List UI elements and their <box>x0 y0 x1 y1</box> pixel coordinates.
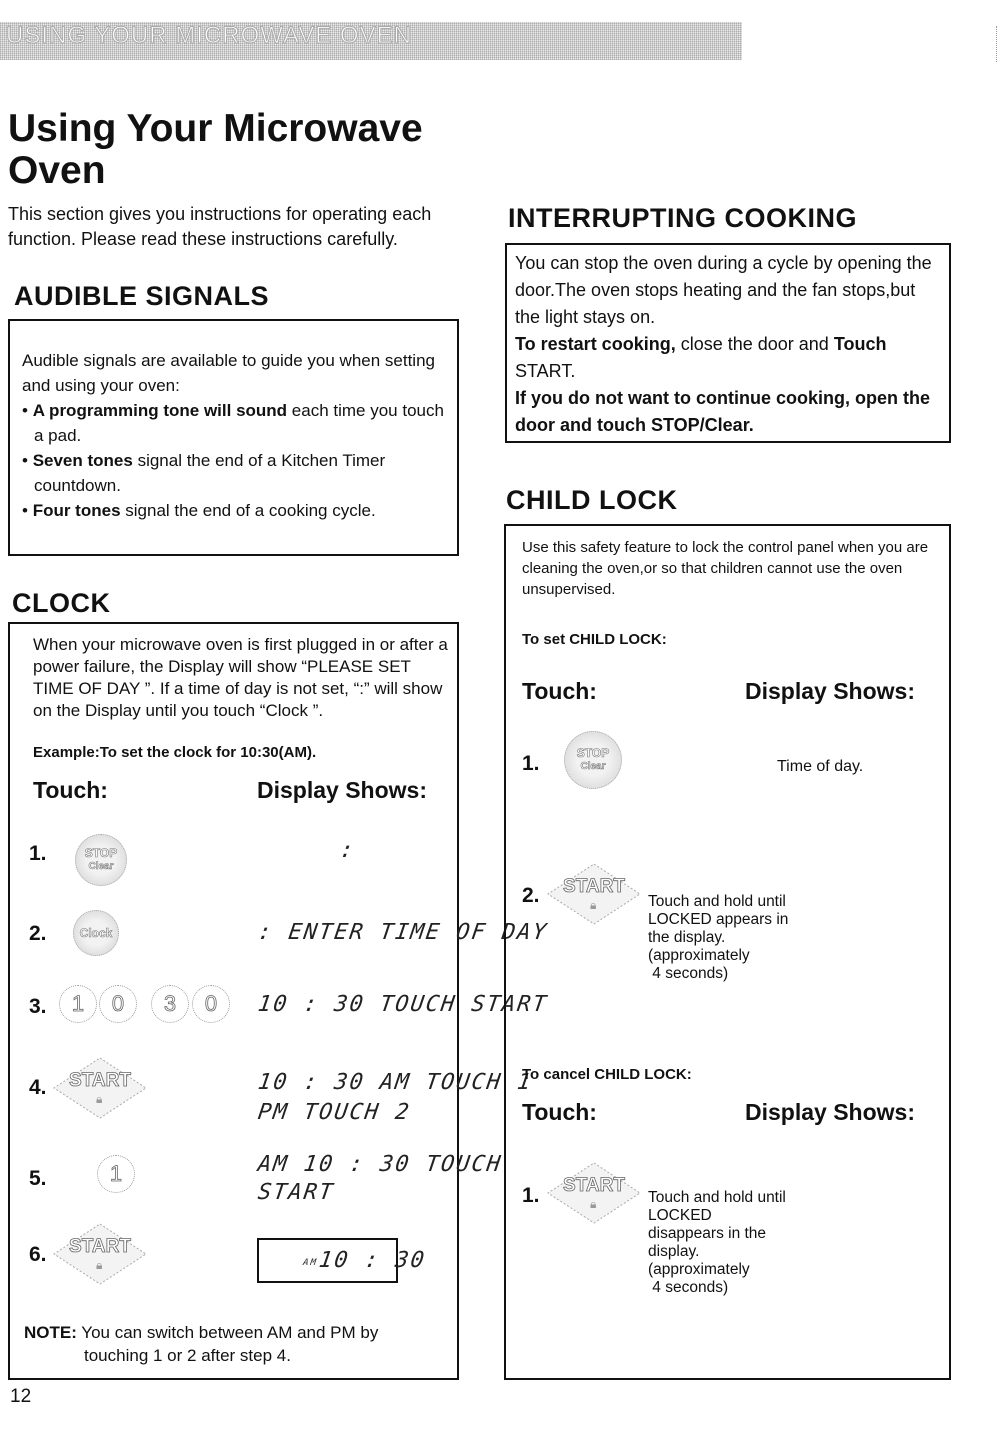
interrupt-restart: To restart cooking, close the door and Touch START. <box>515 334 887 381</box>
stop-clear-pad: STOP Clear <box>75 834 127 886</box>
final-display: AM 10 : 30 <box>257 1238 398 1283</box>
clock-step-number: 5. <box>29 1167 47 1190</box>
digit-pad-3: 3 <box>151 985 189 1023</box>
child-cancel-touch-header: Touch: <box>522 1099 597 1125</box>
interrupt-heading: INTERRUPTING COOKING <box>508 203 858 233</box>
clock-step-number: 6. <box>29 1243 47 1266</box>
banner-text: USING YOUR MICROWAVE OVEN <box>6 22 412 49</box>
clock-note-line2: touching 1 or 2 after step 4. <box>84 1346 291 1365</box>
clock-step-display: : <box>338 838 358 863</box>
digit-pad-1: 1 <box>59 985 97 1023</box>
clock-pad: Clock <box>73 910 119 956</box>
interrupt-cancel: If you do not want to continue cooking, open the door and touch STOP/Clear. <box>515 388 930 435</box>
clock-step-number: 1. <box>29 842 47 865</box>
audible-bullet: • A programming tone will sound each time you touch a pad. <box>22 401 444 445</box>
child-step-number: 1. <box>522 1184 540 1207</box>
start-pad: START 🔒︎ <box>52 1222 148 1286</box>
page-title: Using Your Microwave Oven <box>8 107 423 192</box>
clock-step-number: 4. <box>29 1076 47 1099</box>
page-number: 12 <box>10 1386 32 1407</box>
clock-step-display: : ENTER TIME OF DAY <box>256 920 550 945</box>
audible-heading: AUDIBLE SIGNALS <box>14 281 270 311</box>
clock-step-display: AM 10 : 30 TOUCH <box>256 1152 504 1177</box>
digit-pad-0: 0 <box>192 985 230 1023</box>
stop-clear-pad: STOP Clear <box>564 731 622 789</box>
clock-step-display: 10 : 30 TOUCH START <box>256 992 550 1017</box>
clock-display-header: Display Shows: <box>257 777 427 803</box>
start-pad: START 🔒︎ <box>546 862 642 926</box>
clock-touch-header: Touch: <box>33 777 108 803</box>
child-step-number: 1. <box>522 752 540 775</box>
child-lock-description: Use this safety feature to lock the control panel when you are cleaning the oven,or so that children cannot use the oven unsupervised. <box>522 539 929 598</box>
clock-step-display: 10 : 30 AM TOUCH 1 <box>256 1070 535 1095</box>
start-pad: START 🔒︎ <box>546 1161 642 1225</box>
child-step-number: 2. <box>522 884 540 907</box>
set-child-lock-label: To set CHILD LOCK: <box>522 631 667 648</box>
child-cancel-note: Touch and hold until LOCKED disappears in the display. (approximately 4 seconds) <box>648 1189 786 1296</box>
clock-note: NOTE: You can switch between AM and PM by <box>24 1323 379 1342</box>
child-display-header: Display Shows: <box>745 678 915 704</box>
start-pad: START 🔒︎ <box>52 1056 148 1120</box>
audible-content <box>22 348 452 523</box>
child-lock-heading: CHILD LOCK <box>506 485 678 515</box>
clock-heading: CLOCK <box>12 588 111 618</box>
digit-pad-1: 1 <box>97 1155 135 1193</box>
digit-pad-0: 0 <box>99 985 137 1023</box>
clock-step-number: 2. <box>29 922 47 945</box>
cancel-child-lock-label: To cancel CHILD LOCK: <box>522 1066 692 1083</box>
interrupt-content <box>515 250 945 439</box>
audible-lead: Audible signals are available to guide you when setting and using your oven: <box>22 351 435 395</box>
clock-description: When your microwave oven is first plugged in or after a power failure, the Display will show “PLEASE SET TIME OF DAY ”. If a time of day is not set, “:” will show on the Display until you touch “Clock ”. <box>33 635 448 720</box>
audible-bullet: • Four tones signal the end of a cooking cycle. <box>22 501 376 520</box>
corner-mark <box>996 26 999 62</box>
audible-bullet: • Seven tones signal the end of a Kitchen Timer countdown. <box>22 451 386 495</box>
child-step-note: Touch and hold until LOCKED appears in the display. (approximately 4 seconds) <box>648 893 789 982</box>
interrupt-paragraph: You can stop the oven during a cycle by opening the door.The oven stops heating and the fan stops,but the light stays on. <box>515 253 932 327</box>
child-cancel-display-header: Display Shows: <box>745 1099 915 1125</box>
child-step-display: Time of day. <box>777 758 864 775</box>
clock-step-display-line2: PM TOUCH 2 <box>256 1100 413 1125</box>
clock-step-number: 3. <box>29 995 47 1018</box>
clock-example: Example:To set the clock for 10:30(AM). <box>33 744 317 761</box>
child-touch-header: Touch: <box>522 678 597 704</box>
clock-step-display-line2: START <box>256 1180 337 1205</box>
intro-text: This section gives you instructions for operating each function. Please read these instructions carefully. <box>8 204 432 249</box>
